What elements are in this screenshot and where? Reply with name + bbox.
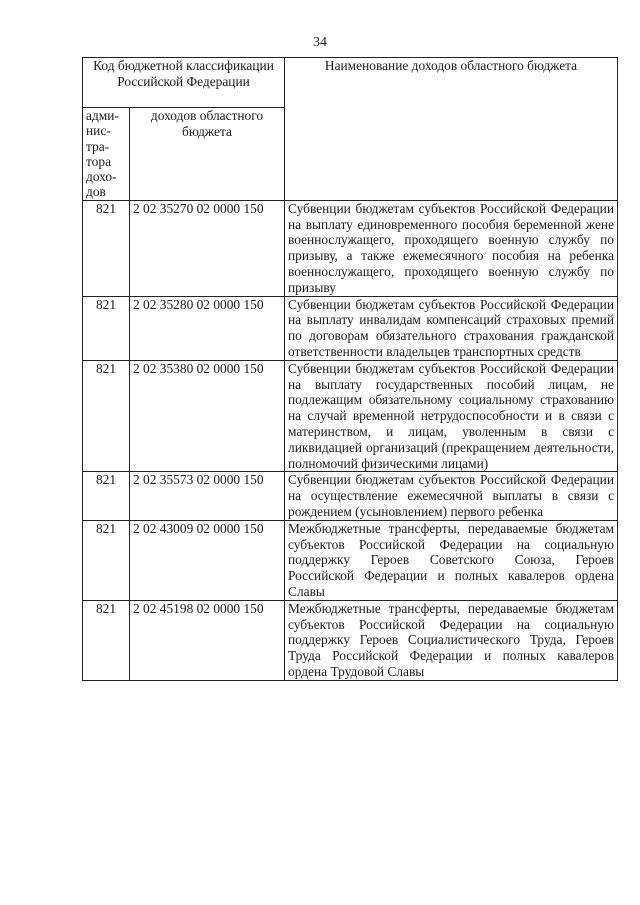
income-name: Субвенции бюджетам субъектов Российской Федерации на выплату государственных пособий лицам, не подлежащим обязательному социальному страхованию на случай временной нетрудоспособности и в связи с материнством, и лицам, уволенным в связи с ликвидацией организаций (прекращением деятельности, полномочий физическими лицами): [285, 360, 618, 472]
budget-code: 2 02 45198 02 0000 150: [130, 600, 285, 680]
budget-classification-table: [82, 57, 618, 681]
income-code-header: доходов областного бюджета: [130, 108, 285, 201]
table-row: [83, 200, 618, 296]
income-name: Межбюджетные трансферты, передаваемые бюджетам субъектов Российской Федерации на социальную поддержку Героев Социалистического Труда, Героев Труда Российской Федерации и полных кавалеров ордена Трудовой Славы: [285, 600, 618, 680]
page-number: 34: [313, 35, 327, 50]
table-row: [83, 472, 618, 520]
budget-code: 2 02 35573 02 0000 150: [130, 472, 285, 520]
budget-code: 2 02 35270 02 0000 150: [130, 200, 285, 296]
budget-code: 2 02 43009 02 0000 150: [130, 520, 285, 600]
administrator-code: 821: [83, 472, 130, 520]
table-row: [83, 360, 618, 472]
administrator-code: 821: [83, 600, 130, 680]
budget-code: 2 02 35380 02 0000 150: [130, 360, 285, 472]
administrator-code: 821: [83, 520, 130, 600]
income-name: Межбюджетные трансферты, передаваемые бюджетам субъектов Российской Федерации на социальную поддержку Героев Советского Союза, Героев Российской Федерации и полных кавалеров ордена Славы: [285, 520, 618, 600]
administrator-code: 821: [83, 296, 130, 360]
table-body: [83, 200, 618, 680]
table-row: [83, 520, 618, 600]
kbk-header: Код бюджетной классификации Российской Федерации: [83, 58, 285, 108]
income-name: Субвенции бюджетам субъектов Российской Федерации на выплату инвалидам компенсаций страховых премий по договорам обязательного страхования гражданской ответственности владельцев транспортных средств: [285, 296, 618, 360]
table-row: [83, 296, 618, 360]
table-header-row: [83, 58, 618, 108]
income-name: Субвенции бюджетам субъектов Российской Федерации на осуществление ежемесячной выплаты в связи с рождением (усыновлением) первого ребенка: [285, 472, 618, 520]
administrator-code: 821: [83, 200, 130, 296]
income-name-header: Наименование доходов областного бюджета: [285, 58, 618, 201]
budget-code: 2 02 35280 02 0000 150: [130, 296, 285, 360]
administrator-header: адми-нис-тра-тора дохо-дов: [83, 108, 130, 201]
administrator-code: 821: [83, 360, 130, 472]
income-name: Субвенции бюджетам субъектов Российской Федерации на выплату единовременного пособия беременной жене военнослужащего, проходящего военную службу по призыву, а также ежемесячного пособия на ребенка военнослужащего, проходящего военную службу по призыву: [285, 200, 618, 296]
table-row: [83, 600, 618, 680]
